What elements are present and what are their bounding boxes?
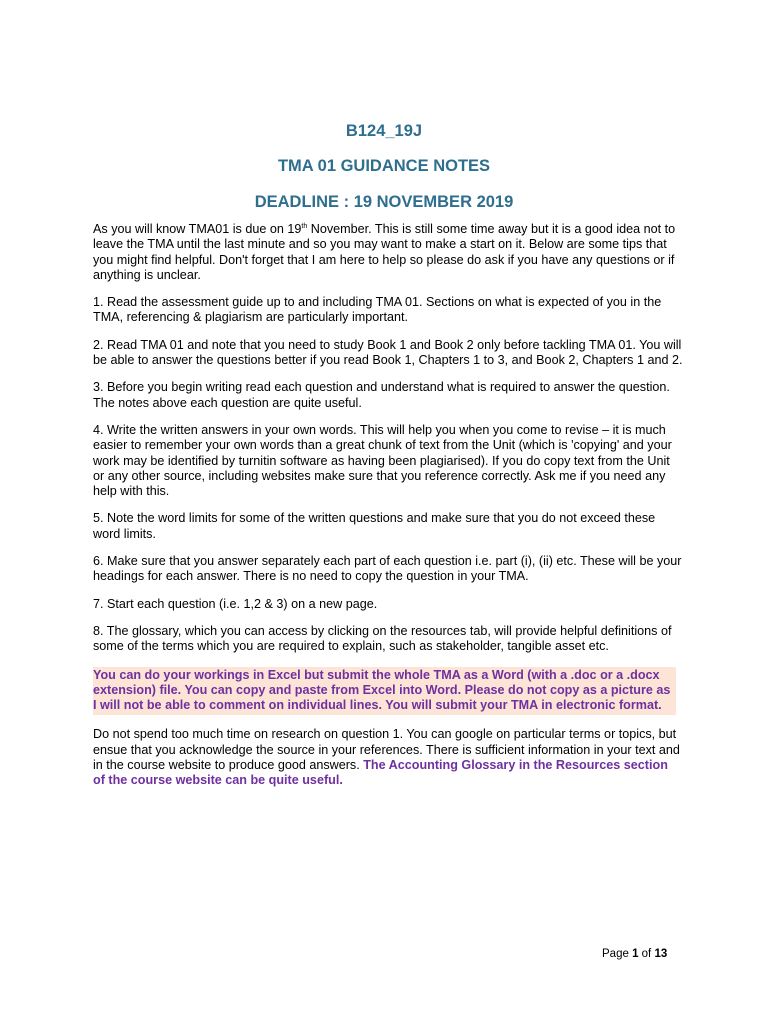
tip-7: 7. Start each question (i.e. 1,2 & 3) on a new page. — [93, 596, 378, 611]
closing-text: Do not spend too much time on research on question 1. You can google on particular terms or topics, but ensue that you acknowledge the source in your references. There is sufficient information in your text and in the course website to produce good answers. — [93, 727, 680, 773]
tip-4: 4. Write the written answers in your own words. This will help you when you come to revise – it is much easier to remember your own words than a great chunk of text from the Unit (which is 'copying' and your work may be identified by turnitin software as having been plagiarised). If you do copy text from the Unit or any other source, including websites make sure that you reference correctly. Ask me if you need any help with this. — [93, 422, 672, 499]
tip-6: 6. Make sure that you answer separately each part of each question i.e. part (i), (ii) etc. These will be your headings for each answer. There is no need to copy the question in your TMA. — [93, 554, 682, 584]
current-page-number: 1 — [632, 948, 639, 960]
intro-text-end: November. This is still some time away but it is a good idea not to leave the TMA until the last minute and so you may want to make a start on it. Below are some tips that you might find helpful. Don't forget that I am here to help so please do ask if you have any questions or if anything is unclear. — [93, 222, 676, 282]
title-heading: TMA 01 GUIDANCE NOTES — [277, 157, 491, 175]
deadline-heading: DEADLINE : 19 NOVEMBER 2019 — [254, 193, 514, 211]
intro-paragraph — [93, 222, 683, 283]
document-body — [93, 222, 683, 801]
tip-1: 1. Read the assessment guide up to and including TMA 01. Sections on what is expected of you in the TMA, referencing & plagiarism are particularly important. — [93, 295, 662, 325]
intro-text-start: As you will know TMA01 is due on 19 — [93, 222, 302, 236]
tip-3: 3. Before you begin writing read each question and understand what is required to answer the question. The notes above each question are quite useful. — [93, 380, 670, 410]
closing-paragraph — [93, 727, 683, 788]
page-word: Page — [602, 948, 633, 960]
ordinal-suffix: th — [301, 222, 308, 230]
tip-2: 2. Read TMA 01 and note that you need to study Book 1 and Book 2 only before tackling TMA 01. You will be able to answer the questions better if you read Book 1, Chapters 1 to 3, and Book 2, Chapters 1 and 2. — [93, 337, 683, 368]
tip-8: 8. The glossary, which you can access by clicking on the resources tab, will provide helpful definitions of some of the terms which you are required to explain, such as stakeholder, tangible asset etc. — [93, 623, 672, 654]
glossary-emphasis: The Accounting Glossary in the Resources section of the course website can be quite useful. — [93, 758, 668, 788]
of-word: of — [638, 948, 655, 960]
course-code-heading: B124_19J — [345, 122, 423, 140]
highlighted-submission-note: You can do your workings in Excel but submit the whole TMA as a Word (with a .doc or a .docx extension) file. You can copy and paste from Excel into Word. Please do not copy as a picture as I will not be able to comment on individual lines. You will submit your TMA in electronic format. — [93, 667, 676, 716]
page-number-footer — [602, 948, 667, 960]
total-page-count: 13 — [654, 948, 668, 960]
tip-5: 5. Note the word limits for some of the written questions and make sure that you do not exceed these word limits. — [93, 511, 656, 541]
